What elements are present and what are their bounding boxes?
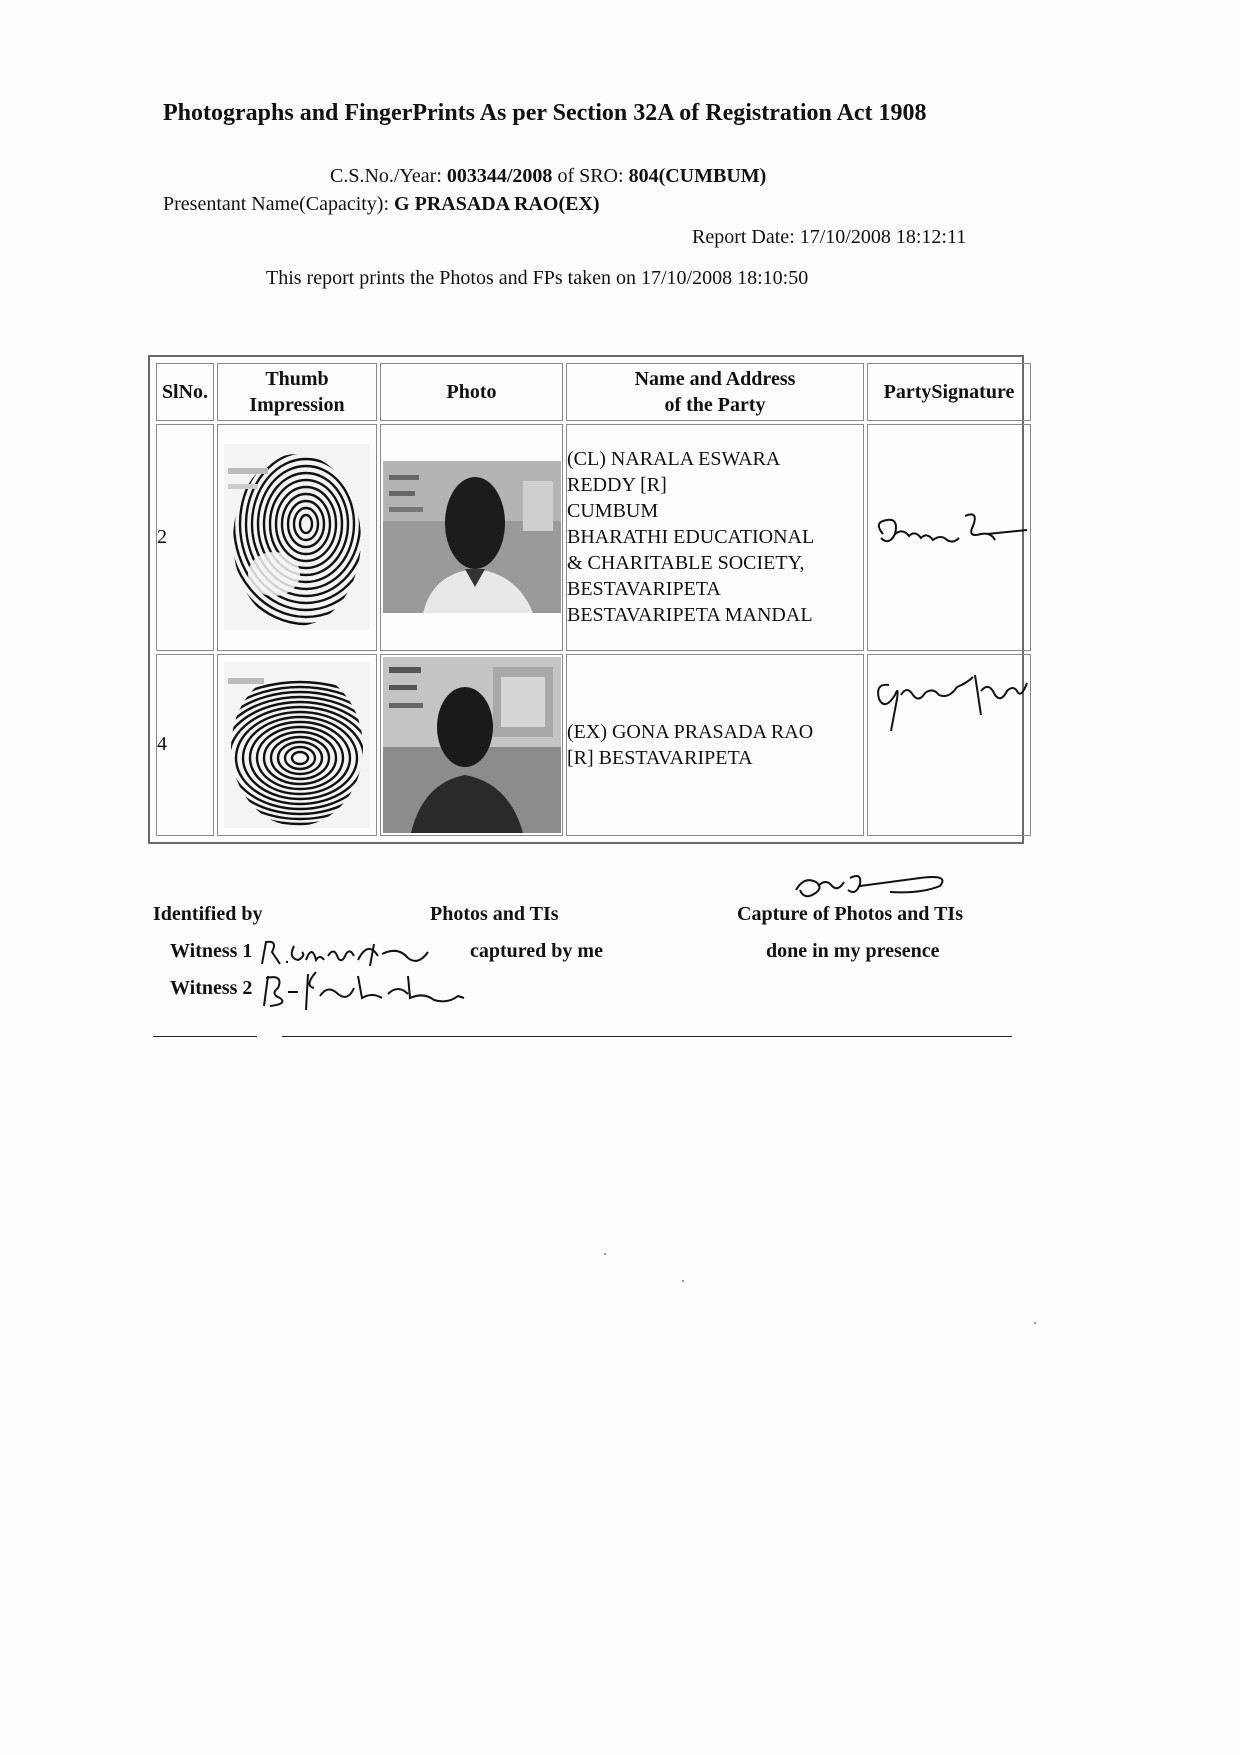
sro-value: 804(CUMBUM): [628, 165, 767, 187]
page-title: Photographs and FingerPrints As per Section 32A of Registration Act 1908: [163, 100, 927, 126]
scan-speck: [604, 1253, 606, 1255]
parties-table-frame: [148, 355, 1024, 844]
witness-2-signature-image: [258, 966, 558, 1016]
capture-note: This report prints the Photos and FPs taken on 17/10/2008 18:10:50: [266, 267, 809, 289]
case-number-label: C.S.No./Year:: [330, 165, 442, 187]
signature-rule-long: [282, 1036, 1012, 1037]
report-date: Report Date: 17/10/2008 18:12:11: [692, 226, 967, 248]
address-line: BESTAVARIPETA: [567, 578, 721, 601]
header-name-line1: Name and Address: [634, 368, 796, 390]
party-photo: [383, 461, 561, 613]
identified-by-label: Identified by: [153, 903, 263, 925]
header-name-line2: of the Party: [664, 394, 766, 416]
parties-table: [153, 360, 1034, 839]
address-line: (CL) NARALA ESWARA: [567, 448, 781, 471]
table-row: [156, 654, 1031, 836]
address-line: BHARATHI EDUCATIONAL: [567, 526, 815, 549]
presentant-label: Presentant Name(Capacity):: [163, 193, 390, 215]
sro-label: of SRO:: [557, 165, 624, 187]
signature-rule-short: [153, 1036, 257, 1037]
witness-1-signature-image: [258, 936, 468, 970]
address-line: (EX) GONA PRASADA RAO: [567, 720, 814, 743]
witness-1-label: Witness 1: [170, 940, 253, 962]
header-thumb-impression: [217, 363, 377, 421]
presentant-value: G PRASADA RAO(EX): [394, 193, 600, 215]
table-row: [156, 424, 1031, 651]
header-photo: Photo: [380, 363, 563, 421]
fingerprint-image: [224, 444, 370, 630]
fingerprint-image: [224, 662, 370, 828]
address-line: & CHARITABLE SOCIETY,: [567, 552, 805, 575]
thumb-impression-cell: [217, 424, 377, 651]
party-name-address: [566, 654, 864, 836]
party-photo: [383, 657, 561, 833]
party-signature-cell: [867, 424, 1031, 651]
done-in-presence-label: done in my presence: [766, 940, 940, 962]
photo-cell: [380, 424, 563, 651]
case-number-line: [330, 165, 766, 188]
address-line: REDDY [R]: [567, 474, 667, 497]
header-thumb-line2: Impression: [249, 394, 345, 416]
registrar-signature-image: [790, 868, 960, 908]
case-number-value: 003344/2008: [446, 165, 553, 187]
thumb-impression-cell: [217, 654, 377, 836]
party-name-address: [566, 424, 864, 651]
header-party-signature: PartySignature: [867, 363, 1031, 421]
captured-by-me-label: captured by me: [470, 940, 603, 962]
capture-of-photos-label: Capture of Photos and TIs: [737, 903, 963, 925]
witness-2-label: Witness 2: [170, 977, 253, 999]
photos-and-tis-label: Photos and TIs: [430, 903, 559, 925]
header-thumb-line1: Thumb: [265, 368, 329, 390]
address-line: [R] BESTAVARIPETA: [567, 746, 753, 769]
party-signature-cell: [867, 654, 1031, 836]
row-slno: 4: [156, 654, 214, 836]
address-line: CUMBUM: [567, 500, 659, 523]
header-name-address: [566, 363, 864, 421]
photo-cell: [380, 654, 563, 836]
presentant-line: [163, 193, 600, 216]
party-signature-image: [869, 504, 1029, 564]
scan-speck: [1034, 1322, 1036, 1324]
row-slno: 2: [156, 424, 214, 651]
scan-speck: [682, 1280, 684, 1282]
party-signature-image: [869, 655, 1029, 735]
header-slno: SlNo.: [156, 363, 214, 421]
table-header-row: [156, 363, 1031, 421]
address-line: BESTAVARIPETA MANDAL: [567, 604, 813, 627]
